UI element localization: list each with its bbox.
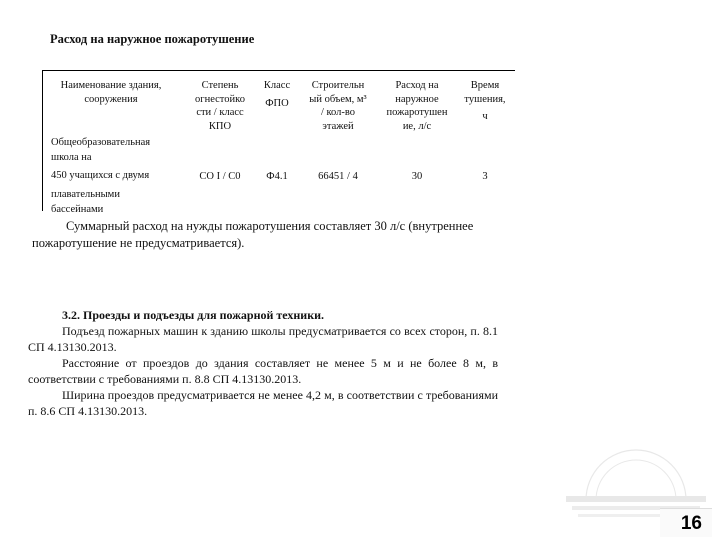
page-title: Расход на наружное пожаротушение (50, 32, 255, 46)
cell-building-name: Общеобразовательная школа на 450 учащихся с двумя плавательными бассейнами (51, 137, 151, 215)
header-fpo-class: Класс ФПО (263, 80, 291, 109)
paragraph-distance: Расстояние от проездов до здания составляет не менее 5 м и не более 8 м, в соответствии с требованиями п. 8.8 СП 4.13130.2013. (28, 355, 498, 386)
header-fire-resistance: Степень огнестойко сти / класс КПО (195, 80, 245, 132)
paragraph-access: Подъезд пожарных машин к зданию школы предусматривается со всех сторон, п. 8.1 СП 4.13130.2013. (28, 323, 498, 354)
section-heading: 3.2. Проезды и подъезды для пожарной техники. (62, 308, 325, 322)
header-duration: Время тушения, ч (464, 80, 506, 123)
section-fire-access (28, 308, 498, 420)
cell-volume: 66451 / 4 (318, 171, 358, 182)
cell-fire-resistance: СО I / С0 (199, 171, 241, 182)
header-volume: Строительн ый объем, м³ / кол-во этажей (309, 80, 367, 132)
cell-flow: 30 (411, 171, 423, 182)
header-flow: Расход на наружное пожаротушен ие, л/с (386, 80, 448, 132)
header-building-name: Наименование здания, сооружения (60, 80, 162, 105)
summary-text: Суммарный расход на нужды пожаротушения составляет 30 л/с (внутреннее пожаротушение не предусматривается). (32, 219, 474, 250)
cell-duration: 3 (482, 171, 488, 182)
water-flow-table (42, 70, 515, 215)
paragraph-width: Ширина проездов предусматривается не менее 4,2 м, в соответствии с требованиями п. 8.6 СП 4.13130.2013. (28, 387, 498, 418)
page-number-box (660, 508, 712, 537)
page-number: 16 (680, 513, 702, 534)
cell-fpo-class: Ф4.1 (266, 171, 288, 182)
